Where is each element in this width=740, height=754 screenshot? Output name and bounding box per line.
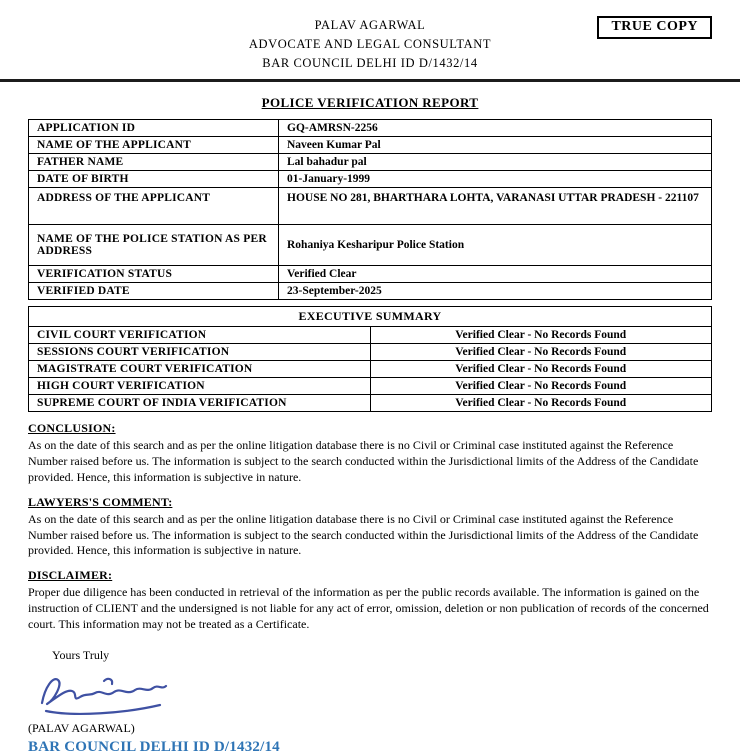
section-body: Proper due diligence has been conducted in retrieval of the information as per the public records available. The information is gained on the instruction of CLIENT and the undersigned is not liable for any act of error, omission, deletion or non publication of records of the concerned court. This information may not be treated as a Certificate. [28, 585, 709, 631]
section-lawyers-comment [28, 495, 712, 559]
table-row [29, 188, 712, 225]
section-heading: LAWYERS'S COMMENT: [28, 494, 173, 509]
field-value: 23-September-2025 [279, 283, 712, 300]
advocate-designation: ADVOCATE AND LEGAL CONSULTANT [248, 36, 492, 51]
field-label: SESSIONS COURT VERIFICATION [29, 344, 371, 361]
table-row [29, 137, 712, 154]
section-body: As on the date of this search and as per the online litigation database there is no Civil or Criminal case instituted against the Reference Number raised before us. The information is subject to the search conducted within the Jurisdictional limits of the Address of the Candidate provided. Hence, this information is subjective in nature. [28, 438, 699, 484]
true-copy-stamp [597, 16, 712, 39]
field-value: 01-January-1999 [279, 171, 712, 188]
field-value: Verified Clear - No Records Found [370, 344, 712, 361]
table-row [29, 154, 712, 171]
table-row [29, 120, 712, 137]
table-row [29, 327, 712, 344]
field-label: NAME OF THE POLICE STATION AS PER ADDRESS [29, 225, 279, 266]
field-value: Rohaniya Kesharipur Police Station [279, 225, 712, 266]
signatory-name: (PALAV AGARWAL) [28, 720, 135, 735]
field-label: FATHER NAME [29, 154, 279, 171]
field-value: Verified Clear [279, 266, 712, 283]
header-divider [0, 79, 740, 82]
field-value: Verified Clear - No Records Found [370, 378, 712, 395]
executive-summary-title: EXECUTIVE SUMMARY [29, 307, 712, 327]
field-label: CIVIL COURT VERIFICATION [29, 327, 371, 344]
field-label: DATE OF BIRTH [29, 171, 279, 188]
table-row [29, 283, 712, 300]
field-label: HIGH COURT VERIFICATION [29, 378, 371, 395]
field-value: Verified Clear - No Records Found [370, 327, 712, 344]
section-conclusion [28, 421, 712, 485]
true-copy-label: TRUE COPY [611, 19, 698, 34]
table-row [29, 378, 712, 395]
section-heading: DISCLAIMER: [28, 568, 113, 583]
table-row [29, 266, 712, 283]
section-heading: CONCLUSION: [28, 421, 116, 436]
executive-summary-table [28, 306, 712, 412]
table-row [29, 307, 712, 327]
field-value: Verified Clear - No Records Found [370, 395, 712, 412]
table-row [29, 344, 712, 361]
report-sections [28, 421, 712, 632]
field-value: Naveen Kumar Pal [279, 137, 712, 154]
field-label: VERIFICATION STATUS [29, 266, 279, 283]
field-value: GQ-AMRSN-2256 [279, 120, 712, 137]
closing-salutation: Yours Truly [52, 647, 110, 662]
field-label: APPLICATION ID [29, 120, 279, 137]
field-value: HOUSE NO 281, BHARTHARA LOHTA, VARANASI UTTAR PRADESH - 221107 [279, 188, 712, 225]
advocate-name: PALAV AGARWAL [314, 18, 426, 32]
field-label: VERIFIED DATE [29, 283, 279, 300]
applicant-details-table [28, 119, 712, 300]
bar-council-id-footer: BAR COUNCIL DELHI ID D/1432/14 [28, 738, 280, 754]
bar-council-id-header: BAR COUNCIL DELHI ID D/1432/14 [262, 55, 478, 70]
table-row [29, 225, 712, 266]
field-label: MAGISTRATE COURT VERIFICATION [29, 361, 371, 378]
field-value: Lal bahadur pal [279, 154, 712, 171]
section-disclaimer [28, 568, 712, 632]
field-label: SUPREME COURT OF INDIA VERIFICATION [29, 395, 371, 412]
table-row [29, 361, 712, 378]
table-row [29, 395, 712, 412]
field-value: Verified Clear - No Records Found [370, 361, 712, 378]
field-label: ADDRESS OF THE APPLICANT [29, 188, 279, 225]
table-row [29, 171, 712, 188]
field-label: NAME OF THE APPLICANT [29, 137, 279, 154]
signature-image [34, 667, 740, 721]
section-body: As on the date of this search and as per the online litigation database there is no Civil or Criminal case instituted against the Reference Number raised before us. The information is subject to the search conducted within the Jurisdictional limits of the Address of the Candidate provided. Hence, this information is subjective in nature. [28, 511, 699, 558]
report-title: POLICE VERIFICATION REPORT [261, 95, 479, 111]
